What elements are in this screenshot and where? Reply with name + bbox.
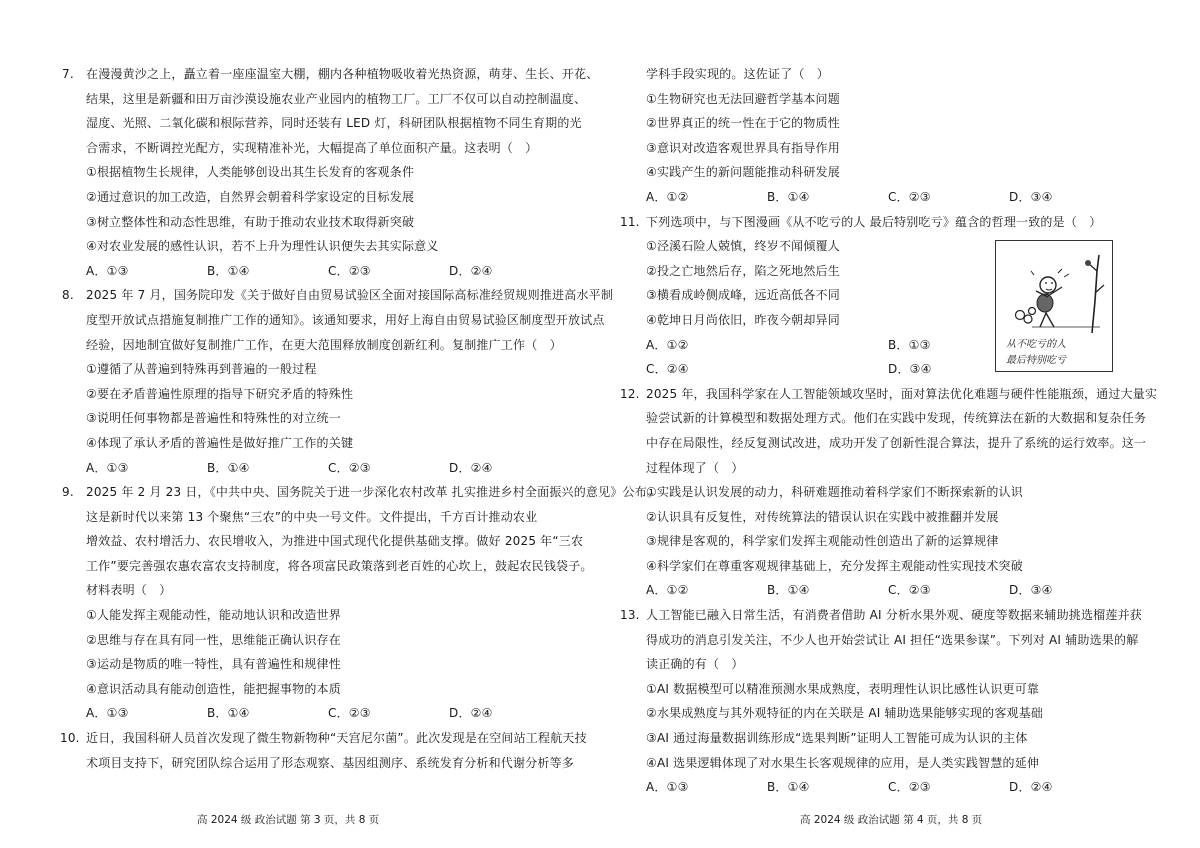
answer-choice-d[interactable]: D．③④ [888,362,932,377]
answer-choice-c[interactable]: C．②③ [888,189,931,204]
statement-option: ③AI 通过海量数据训练形成“选果判断”证明人工智能可成为认识的主体 [646,731,1028,746]
answer-choice-b[interactable]: B．①③ [888,337,931,352]
answer-choices [62,259,608,284]
statement-option: ③说明任何事物都是普遍性和特殊性的对立统一 [86,411,341,426]
answer-choice-b[interactable]: B．①④ [767,780,810,795]
question-stem-line: 读正确的有（ ） [646,657,744,672]
question-stem-line: 这是新时代以来第 13 个聚焦“三农”的中央一号文件。文件提出，千方百计推动农业 [86,509,538,524]
answer-choice-b[interactable]: B．①④ [767,189,810,204]
answer-choice-a[interactable]: A．①② [646,337,689,352]
answer-choice-a[interactable]: A．①③ [646,780,689,795]
question-stem-line: 合需求，不断调控光配方，实现精准补光，大幅提高了单位面积产量。这表明（ ） [86,140,538,155]
answer-choice-b[interactable]: B．①④ [207,460,250,475]
statement-option: ①泾溪石险人兢慎，终岁不闻倾覆人 [646,239,840,254]
question-stem-line: 增效益、农村增活力、农民增收入，为推进中国式现代化提供基础支撑。做好 2025 年“三农 [86,534,584,549]
answer-choice-a[interactable]: A．①② [646,583,689,598]
statement-option: ④AI 选果逻辑体现了对水果生长客观规律的应用，是人类实践智慧的延伸 [646,755,1040,770]
statement-option: ①根据植物生长规律，人类能够创设出其生长发育的客观条件 [86,165,415,180]
statement-option: ②要在矛盾普遍性原理的指导下研究矛盾的特殊性 [86,386,354,401]
question-stem-line: 中存在局限性，经反复测试改进，成功开发了创新性混合算法，提升了系统的运行效率。这一 [646,435,1147,450]
question-stem-line: 学科手段实现的。这佐证了（ ） [646,67,830,81]
statement-option: ④体现了承认矛盾的普遍性是做好推广工作的关键 [86,435,354,450]
statement-option: ②水果成熟度与其外观特征的内在关联是 AI 辅助选果能够实现的客观基础 [646,706,1044,721]
question-stem-line: 7. 在漫漫黄沙之上，矗立着一座座温室大棚，棚内各种植物吸收着光热资源，萌芽、生长、开花、 [62,62,608,87]
answer-choice-d[interactable]: D．②④ [1009,780,1053,795]
question-stem-line: 8. 2025 年 7 月，国务院印发《关于做好自由贸易试验区全面对接国际高标准经贸规则推进高水平制 [62,283,608,308]
cartoon-image [995,240,1113,372]
answer-choice-c[interactable]: C．②③ [888,583,931,598]
statement-option: ④科学家们在尊重客观规律基础上，充分发挥主观能动性实现技术突破 [646,558,1023,573]
answer-choice-a[interactable]: A．①③ [86,706,129,721]
statement-option: ③运动是物质的唯一特性，具有普遍性和规律性 [86,657,341,672]
question-number: 13. [620,608,640,623]
question-stem-line: 10. 近日，我国科研人员首次发现了微生物新物种“天宫尼尔菌”。此次发现是在空间站工程航天技 [62,726,608,751]
answer-choices [622,185,1152,210]
question-stem-line: 13. 人工智能已融入日常生活，有消费者借助 AI 分析水果外观、硬度等数据来辅助挑选榴莲并获 [622,603,1152,628]
answer-choice-b[interactable]: B．①④ [767,583,810,598]
statement-option: ②思维与存在具有同一性，思维能正确认识存在 [86,632,341,647]
question-stem-line: 12. 2025 年，我国科学家在人工智能领域攻坚时，面对算法优化难题与硬件性能瓶颈，通过大量实 [622,382,1152,407]
statement-option: ④意识活动具有能动创造性，能把握事物的本质 [86,681,341,696]
statement-option: ②投之亡地然后存，陷之死地然后生 [646,263,840,278]
question-number: 10. [60,731,80,746]
statement-option: ④乾坤日月尚依旧，昨夜今朝却异同 [646,312,840,327]
question-stem-line: 9. 2025 年 2 月 23 日，《中共中央、国务院关于进一步深化农村改革 扎实推进乡村全面振兴的意见》公布。 [62,480,608,505]
statement-option: ④实践产生的新问题能推动科研发展 [646,165,840,180]
statement-option: ①生物研究也无法回避哲学基本问题 [646,91,840,106]
question-stem-line: 11. 下列选项中，与下图漫画《从不吃亏的人 最后特别吃亏》蕴含的哲理一致的是（ ） [622,210,1152,235]
answer-choice-c[interactable]: C．②③ [888,780,931,795]
statement-option: ③树立整体性和动态性思维，有助于推动农业技术取得新突破 [86,214,415,229]
cartoon-caption-line-2: 最后特别吃亏 [1006,355,1066,366]
answer-choices [62,701,608,726]
statement-option: ③规律是客观的，科学家们发挥主观能动性创造出了新的运算规律 [646,534,999,549]
question-number: 8. [62,288,74,303]
answer-choice-d[interactable]: D．②④ [449,263,493,278]
statement-option: ①实践是认识发展的动力，科研难题推动着科学家们不断探索新的认识 [646,485,1023,500]
answer-choice-c[interactable]: C．②③ [328,263,371,278]
answer-choices [62,456,608,481]
answer-choice-c[interactable]: C．②④ [646,362,689,377]
statement-option: ①AI 数据模型可以精准预测水果成熟度，表明理性认识比感性认识更可靠 [646,681,1040,696]
question-10 [62,726,608,775]
question-9 [62,480,660,726]
question-stem-line: 材料表明（ ） [86,583,172,598]
statement-option: ①人能发挥主观能动性，能动地认识和改造世界 [86,608,341,623]
statement-option: ④对农业发展的感性认识，若不上升为理性认识便失去其实际意义 [86,239,439,254]
statement-option: ②世界真正的统一性在于它的物质性 [646,116,840,131]
page-footer-left: 高 2024 级 政治试题 第 3 页，共 8 页 [197,814,380,826]
question-stem-line: 经验，因地制宜做好复制推广工作，在更大范围释放制度创新红利。复制推广工作（ ） [86,337,562,352]
statement-option: ③意识对改造客观世界具有指导作用 [646,140,840,155]
question-13 [622,603,1152,800]
answer-choice-d[interactable]: D．③④ [1009,189,1053,204]
question-stem-line: 术项目支持下，研究团队综合运用了形态观察、基因组测序、系统发育分析和代谢分析等多 [86,755,575,770]
answer-choice-a[interactable]: A．①③ [86,460,129,475]
question-stem-line: 得成功的消息引发关注，不少人也开始尝试让 AI 担任“选果参谋”。下列对 AI 辅助选果的解 [646,632,1139,647]
answer-choice-d[interactable]: D．②④ [449,460,493,475]
answer-choice-a[interactable]: A．①③ [86,263,129,278]
question-stem-line: 工作”要完善强农惠农富农支持制度，将各项富民政策落到老百姓的心坎上，鼓起农民钱袋子。 [86,558,593,573]
question-stem-line: 结果，这里是新疆和田万亩沙漠设施农业产业园内的植物工厂。工厂不仅可以自动控制温度、 [86,91,587,106]
statement-option: ③横看成岭侧成峰，远近高低各不同 [646,288,840,303]
statement-option: ①遵循了从普遍到特殊再到普遍的一般过程 [86,362,317,377]
answer-choice-a[interactable]: A．①② [646,189,689,204]
cartoon-caption-line-1: 从不吃亏的人 [1006,339,1066,350]
question-7 [62,62,608,283]
question-8 [62,283,614,480]
answer-choice-b[interactable]: B．①④ [207,706,250,721]
question-stem-line: 过程体现了（ ） [646,460,744,475]
page-footer-right: 高 2024 级 政治试题 第 4 页，共 8 页 [800,814,983,826]
answer-choices [622,578,1152,603]
question-10-continued [622,62,1152,210]
answer-choice-d[interactable]: D．③④ [1009,583,1053,598]
answer-choices [622,775,1152,800]
answer-choice-d[interactable]: D．②④ [449,706,493,721]
statement-option: ②通过意识的加工改造，自然界会朝着科学家设定的目标发展 [86,189,415,204]
question-number: 7. [62,67,74,81]
question-number: 9. [62,485,74,500]
question-number: 12. [620,386,640,401]
answer-choice-b[interactable]: B．①④ [207,263,250,278]
statement-option: ②认识具有反复性，对传统算法的错误认识在实践中被推翻并发展 [646,509,999,524]
question-stem-line: 验尝试新的计算模型和数据处理方式。他们在实践中发现，传统算法在新的大数据和复杂任务 [646,411,1147,426]
question-stem-line: 湿度、光照、二氧化碳和根际营养，同时还装有 LED 灯，科研团队根据植物不同生育期的光 [86,116,582,131]
right-page-column [620,62,1158,800]
answer-choice-c[interactable]: C．②③ [328,460,371,475]
question-number: 11. [620,214,640,229]
answer-choice-c[interactable]: C．②③ [328,706,371,721]
question-12 [620,382,1158,603]
question-stem-line: 度型开放试点措施复制推广工作的通知》。该通知要求，用好上海自由贸易试验区制度型开放试点 [86,312,605,327]
